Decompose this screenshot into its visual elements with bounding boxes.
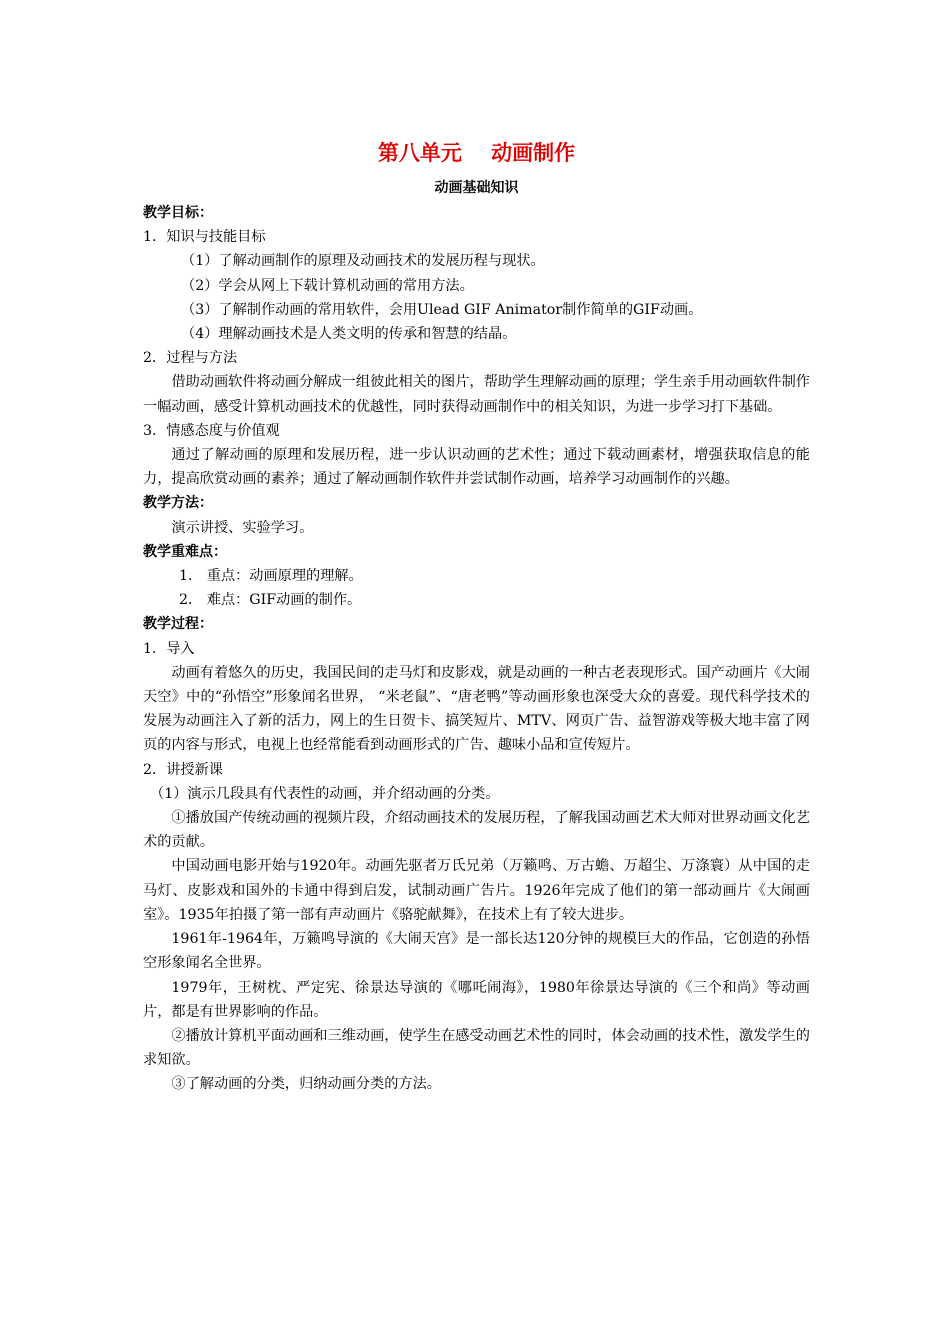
process-paragraph-intro: 动画有着悠久的历史，我国民间的走马灯和皮影戏，就是动画的一种古老表现形式。国产动画片《大闹天空》中的“孙悟空”形象闻名世界， “米老鼠”、“唐老鸭”等动画形象也深受大众的喜爱。现代科学技术的发展为动画注入了新的活力，网上的生日贺卡、搞笑短片、MTV、网页广告、益智游戏等极大地丰富了网页的内容与形式，电视上也经常能看到动画形式的广告、趣味小品和宣传短片。 xyxy=(143,664,810,754)
process-heading: 教学过程： xyxy=(143,616,213,633)
lesson-subtitle: 动画基础知识 xyxy=(434,180,519,196)
objective-sub-2: （2）学会从网上下载计算机动画的常用方法。 xyxy=(181,277,474,294)
process-paragraph-d: 1979年，王树枕、严定宪、徐景达导演的《哪吒闹海》，1980年徐景达导演的《三个和尚》等动画片，都是有世界影响的作品。 xyxy=(143,979,810,1020)
unit-title: 第八单元 动画制作 xyxy=(377,141,576,165)
document-page xyxy=(143,132,810,1097)
objective-item-1: 1．知识与技能目标 xyxy=(143,229,266,246)
keypoints-heading: 教学重难点： xyxy=(143,543,227,560)
methods-text: 演示讲授、实验学习。 xyxy=(171,519,314,536)
objective-sub-1: （1）了解动画制作的原理及动画技术的发展历程与现状。 xyxy=(181,253,545,270)
process-paragraph-a: ①播放国产传统动画的视频片段，介绍动画技术的发展历程，了解我国动画艺术大师对世界动画文化艺术的贡献。 xyxy=(143,810,810,851)
process-paragraph-f: ③了解动画的分类，归纳动画分类的方法。 xyxy=(171,1076,441,1093)
process-paragraph-e: ②播放计算机平面动画和三维动画，使学生在感受动画艺术性的同时，体会动画的技术性，激发学生的求知欲。 xyxy=(143,1027,810,1069)
objectives-heading: 教学目标： xyxy=(143,205,213,221)
process-item-1: 1．导入 xyxy=(143,640,195,657)
process-paragraph-b: 中国动画电影开始与1920年。动画先驱者万氏兄弟（万籁鸣、万古蟾、万超尘、万涤寰）从中国的走马灯、皮影戏和国外的卡通中得到启发，试制动画广告片。1926年完成了他们的第一部动画片《大闹画室》。1935年拍摄了第一部有声动画片《骆驼献舞》，在技术上有了较大进步。 xyxy=(143,858,810,923)
keypoint-item-2: 2． 难点：GIF动画的制作。 xyxy=(179,592,362,609)
objective-item-3: 3．情感态度与价值观 xyxy=(143,422,280,439)
objective-paragraph-3: 通过了解动画的原理和发展历程，进一步认识动画的艺术性；通过下载动画素材，增强获取信息的能力，提高欣赏动画的素养；通过了解动画制作软件并尝试制作动画，培养学习动画制作的兴趣。 xyxy=(143,447,810,488)
keypoint-item-1: 1． 重点：动画原理的理解。 xyxy=(179,568,363,585)
process-paragraph-c: 1961年-1964年，万籁鸣导演的《大闹天宫》是一部长达120分钟的规模巨大的作品，它创造的孙悟空形象闻名全世界。 xyxy=(143,931,810,972)
methods-heading: 教学方法： xyxy=(143,495,213,512)
objective-item-2: 2．过程与方法 xyxy=(143,350,238,367)
objective-sub-3: （3）了解制作动画的常用软件，会用Ulead GIF Animator制作简单的GIF动画。 xyxy=(181,301,703,318)
process-sub-1: （1）演示几段具有代表性的动画，并介绍动画的分类。 xyxy=(150,785,500,802)
objective-sub-4: （4）理解动画技术是人类文明的传承和智慧的结晶。 xyxy=(181,326,517,343)
process-item-2: 2．讲授新课 xyxy=(143,761,223,778)
objective-paragraph-2: 借助动画软件将动画分解成一组彼此相关的图片，帮助学生理解动画的原理；学生亲手用动画软件制作一幅动画，感受计算机动画技术的优越性，同时获得动画制作中的相关知识，为进一步学习打下基础。 xyxy=(143,374,810,415)
